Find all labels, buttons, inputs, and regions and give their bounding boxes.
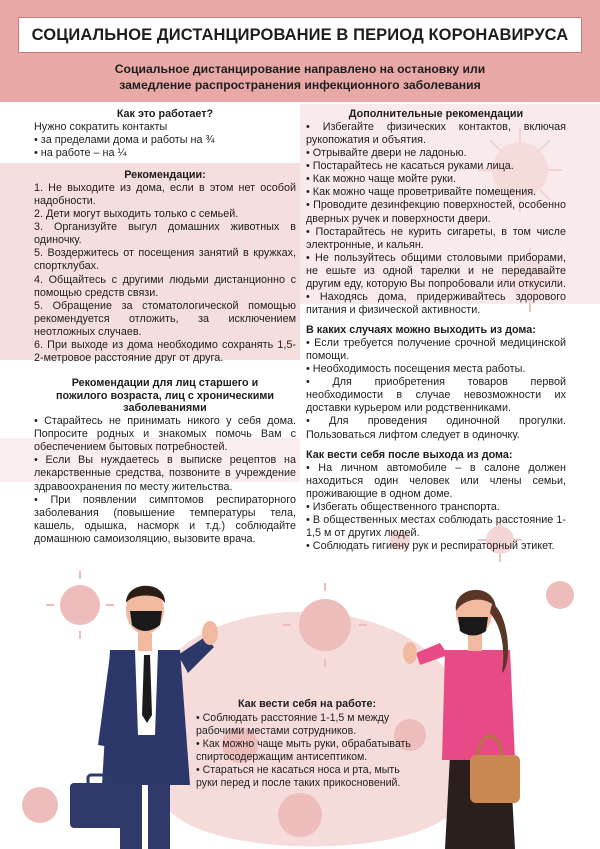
list-item: • Не пользуйтесь общими столовыми приборами, не ешьте из одной тарелки и не передавайте другим еду, которую Вы попробовали или откусили. <box>306 251 566 290</box>
mask-icon <box>458 617 488 636</box>
elderly-section <box>34 377 296 546</box>
text-line: • за пределами дома и работы на ¾ <box>34 134 215 147</box>
list-item: • Соблюдать гигиену рук и респираторный этикет. <box>306 540 555 552</box>
virus-icon <box>60 585 100 625</box>
list-item: • Избегайте физических контактов, включая рукопожатия и объятия. <box>306 121 566 147</box>
list-item: • Если требуется получение срочной медицинской помощи. <box>306 337 566 363</box>
list-item: • Для проведения одиночной прогулки. Пользоваться лифтом следует в одиночку. <box>306 415 566 441</box>
section-title: Рекомендации: <box>124 169 206 181</box>
section-title: Как это работает? <box>116 108 214 120</box>
list-item: • Избегать общественного транспорта. <box>306 500 500 513</box>
list-item: • Как можно чаще мойте руки. <box>306 173 457 186</box>
recommendations-section <box>34 169 296 365</box>
list-item: • Как можно чаще мыть руки, обрабатывать спиртосодержащим антисептиком. <box>196 738 411 763</box>
list-item: • На личном автомобиле – в салоне должен находиться один человек или члены семьи, проживающие в одном доме. <box>306 461 566 500</box>
list-item: • Находясь дома, придерживайтесь здорового питания и физической активности. <box>306 290 566 316</box>
section-title <box>34 377 296 415</box>
at-work-section <box>196 698 418 790</box>
virus-icon <box>546 581 574 609</box>
list-item: • В общественных местах соблюдать расстояние 1-1,5 м от других людей. <box>306 513 566 539</box>
list-item: 6. При выходе из дома необходимо сохранять 1,5-2-метровое расстояние друг от друга. <box>34 338 296 364</box>
list-item: • Отрывайте двери не ладонью. <box>306 147 467 160</box>
section-title: Как вести себя после выхода из дома: <box>306 448 513 461</box>
list-item: • При появлении симптомов респираторного заболевания (повышение температуры тела, кашель, одышка, насморк и т.д.) соблюдайте домашнюю самоизоляцию, вызовите врача. <box>34 493 296 545</box>
list-item: • Старайтесь не принимать никого у себя дома. Попросите родных и знакомых помочь Вам с обеспечением бытовых потребностей. <box>34 415 296 454</box>
list-item: 2. Дети могут выходить только с семьей. <box>34 208 239 221</box>
list-item: • Если Вы нуждаетесь в выписке рецептов на лекарственные средства, позвоните в учреждение здравоохранения по месту жительства. <box>34 454 296 493</box>
subtitle-line: замедление распространения инфекционного заболевания <box>119 78 481 92</box>
section-title: Как вести себя на работе: <box>237 698 377 710</box>
virus-icon <box>278 793 322 837</box>
list-item: • Соблюдать расстояние 1-1,5 м между рабочими местами сотрудников. <box>196 712 390 738</box>
list-item: 4. Общайтесь с другими людьми дистанционно с помощью средств связи. <box>34 273 296 299</box>
list-item: • Постарайтесь не курить сигареты, в том числе электронные, и кальян. <box>306 225 566 251</box>
section-title: Дополнительные рекомендации <box>348 108 524 120</box>
list-item: 5. Обращение за стоматологической помощью рекомендуется отложить, за исключением неотложных случаев. <box>34 299 296 338</box>
virus-icon <box>22 787 58 823</box>
list-item: • Как можно чаще проветривайте помещения. <box>306 186 537 199</box>
list-item: • Проводите дезинфекцию поверхностей, особенно дверных ручек и поверхности двери. <box>306 199 566 225</box>
text-line: Нужно сократить контакты <box>34 121 168 134</box>
section-title: В каких случаях можно выходить из дома: <box>306 324 536 336</box>
list-item: 3. Организуйте выгул домашних животных в одиночку. <box>34 221 296 247</box>
list-item: • Для приобретения товаров первой необходимости в случае невозможности их доставки курьером или родственниками. <box>306 376 566 415</box>
list-item: • Необходимость посещения места работы. <box>306 363 526 376</box>
title-line: заболеваниями <box>123 402 207 415</box>
subtitle-line: Социальное дистанцирование направлено на остановку или <box>114 62 486 77</box>
list-item: 1. Не выходите из дома, если в этом нет особой надобности. <box>34 182 296 208</box>
page-title: СОЦИАЛЬНОЕ ДИСТАНЦИРОВАНИЕ В ПЕРИОД КОРОНАВИРУСА <box>18 17 582 53</box>
virus-icon <box>299 599 351 651</box>
title-line: Рекомендации для лиц старшего и <box>71 377 259 389</box>
list-item: 5. Воздержитесь от посещения занятий в кружках, спортклубах. <box>34 247 296 273</box>
list-item: • Постарайтесь не касаться руками лица. <box>306 160 514 173</box>
title-line: пожилого возраста, лиц с хроническими <box>55 389 275 402</box>
additional-section <box>306 108 566 553</box>
how-it-works-section <box>34 108 296 160</box>
list-item: • Стараться не касаться носа и рта, мыть руки перед и после таких прикосновений. <box>196 763 401 789</box>
text-line: • на работе – на ¼ <box>34 147 127 160</box>
